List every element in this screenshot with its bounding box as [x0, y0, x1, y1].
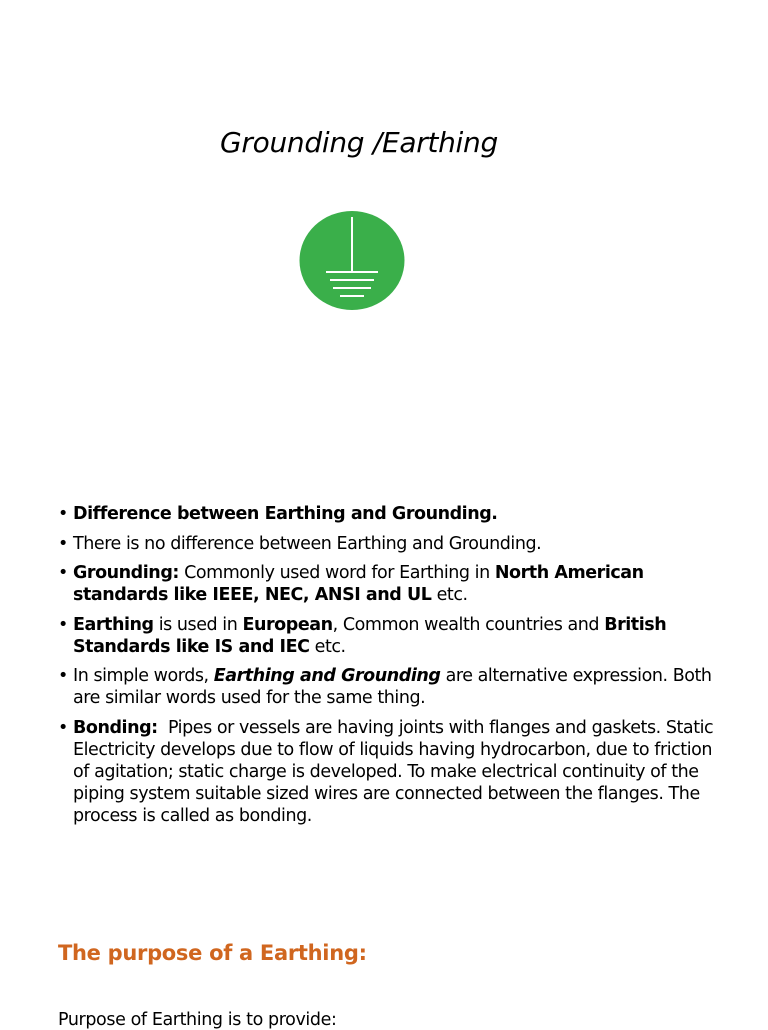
list-item	[58, 503, 718, 525]
list-item	[58, 533, 718, 555]
bullet-bold-text: Grounding:	[73, 563, 179, 583]
bullet-text: etc.	[309, 636, 346, 657]
bullet-bold-italic-text: Earthing and Grounding	[213, 666, 441, 686]
bullet-dot: •	[58, 666, 68, 686]
bullet-text: , Common wealth countries and	[332, 614, 605, 635]
bullet-text: Commonly used word for Earthing in	[178, 563, 495, 583]
bullet-bold-text: Earthing	[73, 614, 154, 635]
earth-ground-icon	[299, 210, 405, 311]
bullet-text: is used in	[153, 614, 243, 635]
bullet-bold-text: Bonding:	[73, 717, 158, 738]
bullet-dot: •	[58, 614, 68, 635]
bullet-text: In simple words,	[73, 666, 214, 686]
bullet-bold-text: British Standards like IS and IEC	[73, 614, 667, 657]
bullet-bold-text: European	[242, 614, 333, 635]
bullet-bold-text: Difference between Earthing and Grounding.	[73, 504, 498, 524]
section-heading: The purpose of a Earthing:	[58, 941, 367, 965]
list-item	[58, 665, 718, 709]
page-title: Grounding /Earthing	[220, 126, 498, 159]
bullet-dot: •	[58, 533, 68, 554]
bullet-text: are alternative expression. Both are similar words used for the same thing.	[73, 666, 712, 708]
bullet-dot: •	[58, 563, 68, 583]
bullet-text: Pipes or vessels are having joints with flanges and gaskets. Static Electricity develops due to flow of liquids having hydrocarbon, due to friction of agitation; static charge is developed. To make electrical continuity of the piping system suitable sized wires are connected between the flanges. The process is called as bonding.	[73, 717, 719, 826]
section-intro-text: Purpose of Earthing is to provide:	[58, 1010, 337, 1030]
bullet-text: etc.	[431, 585, 468, 605]
bullet-bold-text: North American standards like IEEE, NEC, ANSI and UL	[73, 563, 644, 605]
list-item	[58, 562, 718, 606]
list-item	[58, 717, 718, 827]
bullet-dot: •	[58, 717, 68, 738]
bullet-text: There is no difference between Earthing and Grounding.	[73, 533, 542, 554]
bullet-list	[58, 503, 718, 834]
list-item	[58, 614, 718, 658]
bullet-dot: •	[58, 504, 68, 524]
